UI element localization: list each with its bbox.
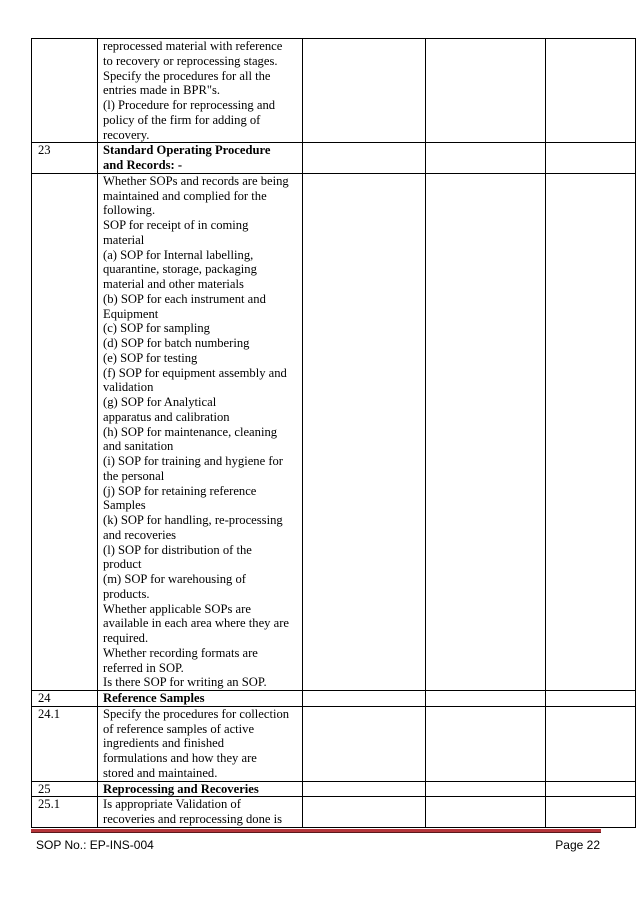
requirement-line: Reprocessing and Recoveries: [103, 781, 259, 796]
section-heading-cell: [98, 691, 303, 707]
item-number-cell: [32, 173, 98, 690]
remarks-cell: [546, 173, 636, 690]
requirement-line: following.: [103, 203, 156, 218]
requirement-line: policy of the firm for adding of: [103, 112, 261, 127]
table-row: [32, 173, 636, 690]
requirement-line: stored and maintained.: [103, 765, 218, 780]
requirement-line: of reference samples of active: [103, 721, 255, 736]
requirement-line: product: [103, 557, 142, 572]
requirement-line: (j) SOP for retaining reference: [103, 483, 257, 498]
requirement-line: Whether applicable SOPs are: [103, 601, 251, 616]
compliance-cell: [426, 797, 546, 828]
requirement-line: (f) SOP for equipment assembly and: [103, 365, 287, 380]
requirement-line: SOP for receipt of in coming: [103, 218, 249, 232]
compliance-cell: [426, 781, 546, 797]
requirement-line: Whether SOPs and records are being: [103, 173, 289, 188]
requirement-line: Is there SOP for writing an SOP.: [103, 675, 267, 690]
checklist-body: [32, 39, 636, 828]
requirement-line: validation: [103, 380, 154, 395]
requirement-line: (i) SOP for training and hygiene for: [103, 454, 284, 468]
table-row: [32, 143, 636, 174]
observation-cell: [303, 691, 426, 707]
observation-cell: [303, 173, 426, 690]
requirement-line: products.: [103, 586, 150, 601]
requirement-line: material: [103, 232, 145, 247]
requirement-line: (d) SOP for batch numbering: [103, 336, 250, 350]
item-number-cell: 24.1: [32, 706, 98, 781]
requirement-line: Specify the procedures for all the: [103, 68, 271, 83]
requirement-line: Samples: [103, 498, 146, 513]
requirement-line: quarantine, storage, packaging: [103, 262, 257, 277]
requirement-line: and sanitation: [103, 439, 174, 454]
requirement-line: Reference Samples: [103, 691, 205, 705]
requirement-line: (l) Procedure for reprocessing and: [103, 98, 276, 112]
table-row: [32, 691, 636, 707]
observation-cell: [303, 39, 426, 143]
requirement-line: apparatus and calibration: [103, 409, 230, 424]
requirement-line: Equipment: [103, 306, 159, 321]
observation-cell: [303, 781, 426, 797]
requirement-line: Standard Operating Procedure: [103, 143, 271, 158]
requirement-line: Is appropriate Validation of: [103, 797, 241, 812]
remarks-cell: [546, 39, 636, 143]
item-number-cell: 25: [32, 781, 98, 797]
compliance-cell: [426, 691, 546, 707]
remarks-cell: [546, 797, 636, 828]
item-number-cell: [32, 39, 98, 143]
requirement-line: Whether recording formats are: [103, 645, 258, 660]
observation-cell: [303, 797, 426, 828]
requirement-line: required.: [103, 631, 149, 645]
requirement-line: recovery.: [103, 127, 150, 142]
footer-rule-shadow: [31, 832, 601, 833]
requirement-line: recoveries and reprocessing done is: [103, 812, 283, 826]
requirement-line: ingredients and finished: [103, 736, 225, 751]
requirement-line: (b) SOP for each instrument and: [103, 291, 266, 306]
requirement-line: and recoveries: [103, 527, 177, 542]
remarks-cell: [546, 706, 636, 781]
requirement-cell: [98, 797, 303, 828]
requirement-line: (g) SOP for Analytical: [103, 395, 217, 409]
requirement-line: entries made in BPR"s.: [103, 83, 221, 98]
table-row: [32, 781, 636, 797]
requirement-cell: [98, 39, 303, 143]
requirement-line: (l) SOP for distribution of the: [103, 542, 252, 557]
section-heading-cell: [98, 781, 303, 797]
compliance-cell: [426, 143, 546, 174]
remarks-cell: [546, 143, 636, 174]
requirement-cell: [98, 706, 303, 781]
footer-page-number: Page 22: [555, 838, 600, 852]
requirement-line: (m) SOP for warehousing of: [103, 572, 246, 586]
requirement-line: formulations and how they are: [103, 751, 257, 765]
inspection-checklist-table: [31, 38, 636, 828]
requirement-line: material and other materials: [103, 277, 244, 291]
table-row: [32, 797, 636, 828]
remarks-cell: [546, 781, 636, 797]
requirement-line: the personal: [103, 468, 165, 483]
compliance-cell: [426, 39, 546, 143]
requirement-line: reprocessed material with reference: [103, 39, 283, 53]
footer-sop-number: SOP No.: EP-INS-004: [36, 838, 154, 852]
observation-cell: [303, 143, 426, 174]
requirement-line: to recovery or reprocessing stages.: [103, 53, 278, 68]
requirement-line: (e) SOP for testing: [103, 350, 198, 365]
requirement-line: (h) SOP for maintenance, cleaning: [103, 424, 278, 439]
table-row: [32, 39, 636, 143]
requirement-line: available in each area where they are: [103, 616, 289, 631]
requirement-line: (a) SOP for Internal labelling,: [103, 247, 254, 262]
observation-cell: [303, 706, 426, 781]
requirement-line: referred in SOP.: [103, 660, 184, 675]
requirement-cell: [98, 173, 303, 690]
remarks-cell: [546, 691, 636, 707]
section-heading-cell: [98, 143, 303, 174]
requirement-line: (c) SOP for sampling: [103, 321, 210, 336]
table-row: [32, 706, 636, 781]
compliance-cell: [426, 173, 546, 690]
item-number-cell: 23: [32, 143, 98, 174]
requirement-line: (k) SOP for handling, re-processing: [103, 513, 283, 527]
requirement-line: and Records: -: [103, 158, 183, 172]
requirement-line: maintained and complied for the: [103, 188, 267, 203]
compliance-cell: [426, 706, 546, 781]
item-number-cell: 24: [32, 691, 98, 707]
requirement-line: Specify the procedures for collection: [103, 706, 290, 721]
item-number-cell: 25.1: [32, 797, 98, 828]
